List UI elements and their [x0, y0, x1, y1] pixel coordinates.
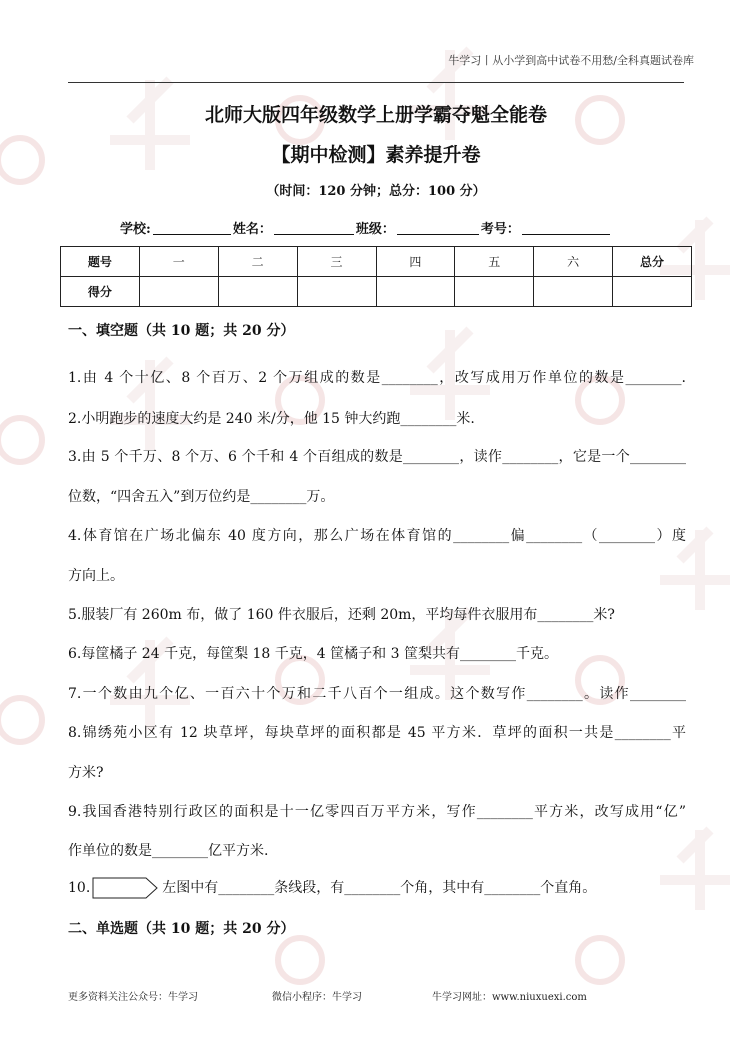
score-header-cell: 五 — [455, 247, 534, 277]
score-cell[interactable] — [534, 277, 613, 307]
name-label: 姓名： — [232, 222, 272, 237]
section-heading-single-choice: 二、单选题（共 10 题；共 20 分） — [68, 921, 295, 937]
question-line: 方向上。 — [68, 568, 124, 584]
school-label: 学校: — [120, 222, 151, 237]
score-header-cell: 四 — [376, 247, 455, 277]
number-label: 考号： — [480, 222, 520, 237]
class-label: 班级： — [355, 222, 395, 237]
score-cell[interactable] — [139, 277, 218, 307]
section-heading-fill-in: 一、填空题（共 10 题；共 20 分） — [68, 323, 295, 339]
footer-website[interactable]: 牛学习网址：www.niuxuexi.com — [432, 992, 587, 1003]
exam-info: （时间：120 分钟；总分：100 分） — [266, 184, 486, 199]
name-blank[interactable] — [274, 220, 354, 235]
score-header-cell: 二 — [218, 247, 297, 277]
question-line: 9.我国香港特别行政区的面积是十一亿零四百万平方米，写作________平方米，改写成用“亿” — [68, 804, 686, 820]
question-line: 2.小明跑步的速度大约是 240 米/分，他 15 钟大约跑________米. — [68, 411, 475, 427]
score-cell[interactable] — [376, 277, 455, 307]
header-note: 牛学习丨从小学到高中试卷不用愁/全科真题试卷库 — [448, 54, 694, 67]
question-line: 3.由 5 个千万、8 个万、6 个千和 4 个百组成的数是________，读作________，它是一个________ — [68, 449, 686, 465]
footer-mini-program: 微信小程序：牛学习 — [272, 992, 362, 1003]
score-header-cell: 六 — [534, 247, 613, 277]
header-rule — [68, 82, 684, 83]
page-title: 北师大版四年级数学上册学霸夺魁全能卷 — [204, 104, 547, 126]
footer-wechat-account: 更多资料关注公众号：牛学习 — [68, 992, 198, 1003]
score-cell[interactable] — [218, 277, 297, 307]
score-cell[interactable] — [613, 277, 692, 307]
question-line: 作单位的数是________亿平方米. — [68, 843, 269, 859]
student-info-line — [120, 218, 612, 237]
class-blank[interactable] — [397, 220, 479, 235]
score-table-header-row — [61, 247, 692, 277]
question-line: 8.锦绣苑小区有 12 块草坪，每块草坪的面积都是 45 平方米．草坪的面积一共是________平 — [68, 725, 686, 741]
score-row-label: 得分 — [61, 277, 140, 307]
score-header-cell: 题号 — [61, 247, 140, 277]
question-line: 位数，“四舍五入”到万位约是________万。 — [68, 489, 335, 505]
question-line: 4.体育馆在广场北偏东 40 度方向，那么广场在体育馆的________偏________（________）度 — [68, 528, 686, 544]
score-header-cell: 三 — [297, 247, 376, 277]
question-10-number: 10. — [68, 880, 91, 896]
score-cell[interactable] — [297, 277, 376, 307]
number-blank[interactable] — [522, 220, 610, 235]
question-line: 6.每筐橘子 24 千克，每筐梨 18 千克，4 筐橘子和 3 筐梨共有________千克。 — [68, 646, 558, 662]
page-subtitle: 【期中检测】素养提升卷 — [271, 144, 481, 166]
score-header-cell: 总分 — [613, 247, 692, 277]
score-table — [60, 246, 692, 307]
school-blank[interactable] — [153, 220, 231, 235]
question-10 — [68, 877, 686, 899]
question-line: 5.服装厂有 260m 布，做了 160 件衣服后，还剩 20m，平均每件衣服用布________米? — [68, 607, 615, 623]
score-table-score-row — [61, 277, 692, 307]
arrow-pentagon-figure — [92, 877, 158, 899]
question-10-text: 左图中有________条线段，有________个角，其中有________个直角。 — [162, 880, 597, 896]
question-line: 方米? — [68, 765, 104, 781]
question-line: 1.由 4 个十亿、8 个百万、2 个万组成的数是________，改写成用万作单位的数是________. — [68, 370, 686, 386]
question-line: 7.一个数由九个亿、一百六十个万和二千八百个一组成。这个数写作________。读作________ — [68, 686, 686, 702]
score-header-cell: 一 — [139, 247, 218, 277]
score-cell[interactable] — [455, 277, 534, 307]
